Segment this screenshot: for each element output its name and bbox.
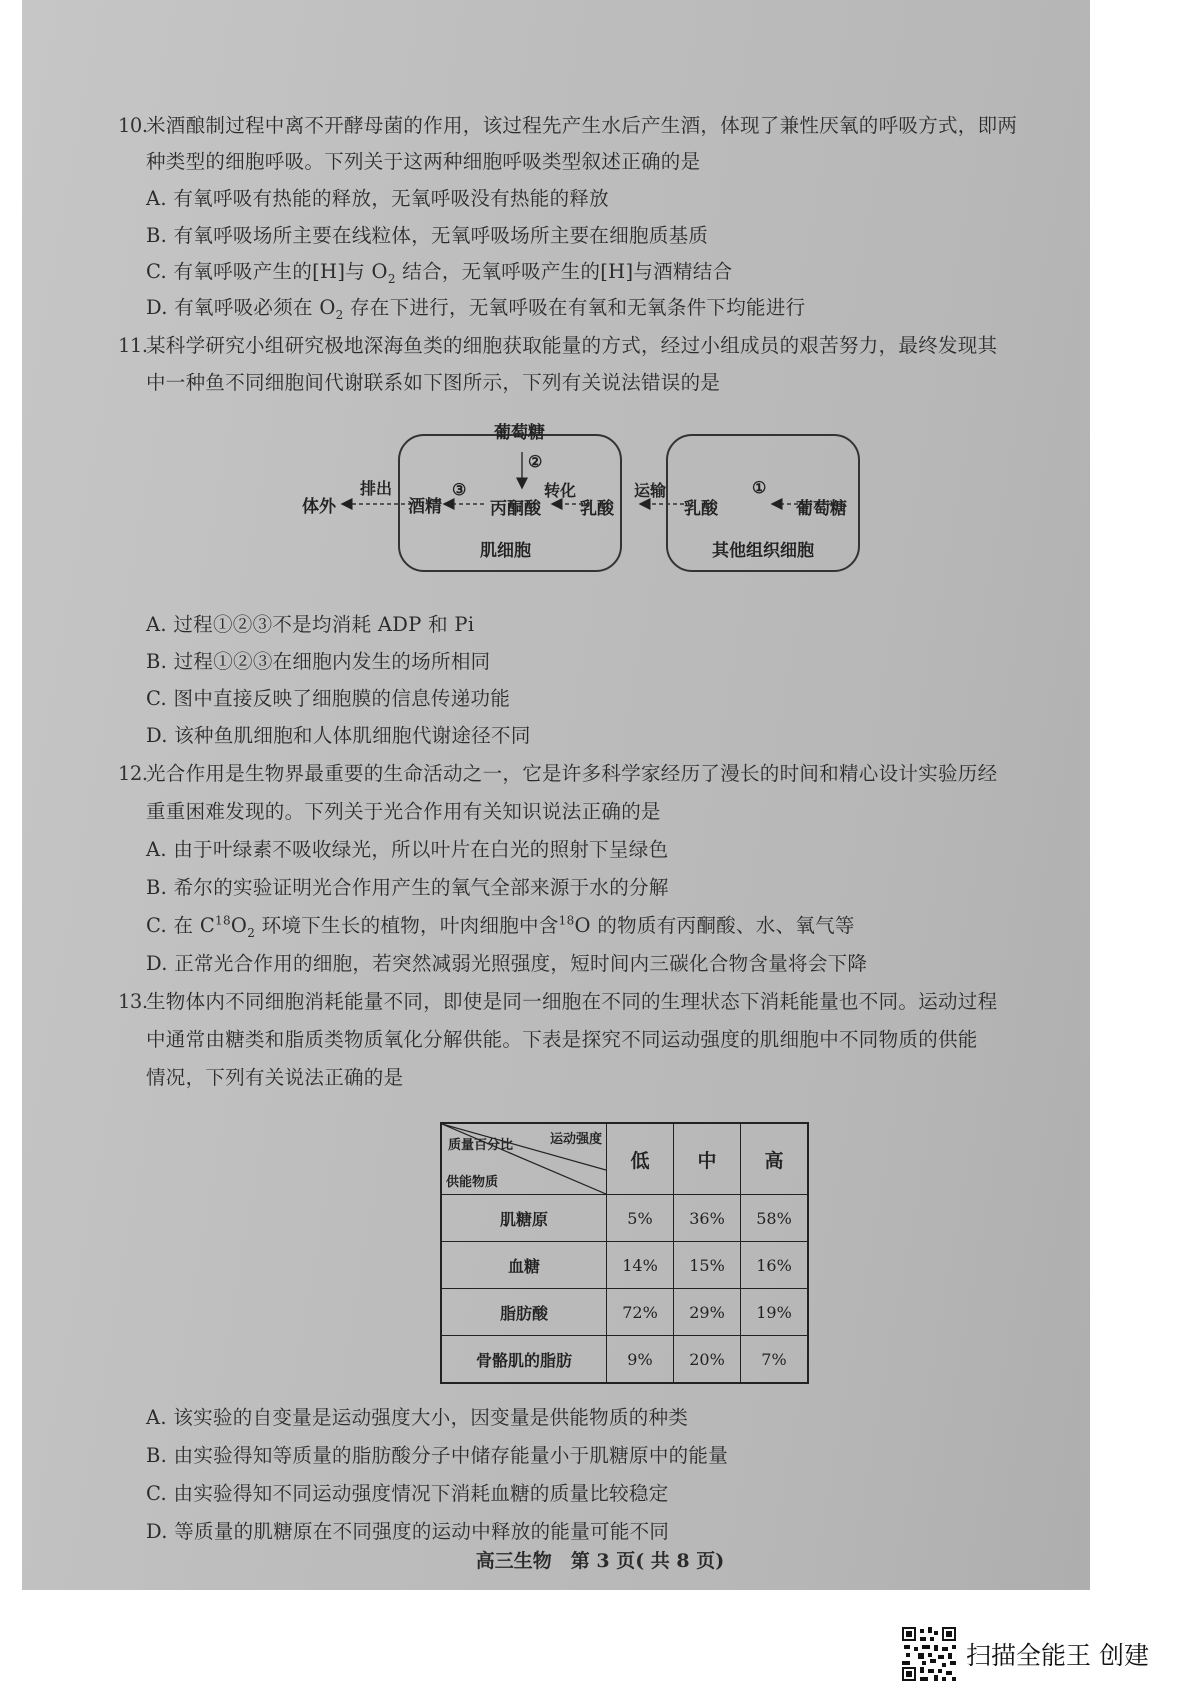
q10-stem-line2: 种类型的细胞呼吸。下列关于这两种细胞呼吸类型叙述正确的是	[146, 150, 701, 173]
table-row	[441, 1336, 808, 1384]
step-2-label: ②	[528, 452, 543, 471]
row-header: 血糖	[441, 1242, 607, 1289]
row-header: 骨骼肌的脂肪	[441, 1336, 607, 1384]
convert-label: 转化	[544, 481, 577, 500]
q13-option-a: A. 该实验的自变量是运动强度大小，因变量是供能物质的种类	[146, 1406, 689, 1429]
q12-option-b: B. 希尔的实验证明光合作用产生的氧气全部来源于水的分解	[146, 876, 669, 899]
alcohol-label: 酒精	[408, 497, 442, 517]
q13-number: 13.	[118, 990, 148, 1013]
q12-option-a: A. 由于叶绿素不吸收绿光，所以叶片在白光的照射下呈绿色	[146, 838, 669, 861]
scanner-watermark	[902, 1625, 1149, 1683]
glucose-muscle-label: 葡萄糖	[494, 423, 545, 443]
q12-option-c: C. 在 $C^{18}O_2$ 环境下生长的植物，叶肉细胞中含$^{18}$O 的物质有丙酮酸、水、氧气等	[146, 913, 855, 940]
table-cell: 15%	[674, 1242, 741, 1289]
table-row	[441, 1242, 808, 1289]
q11-stem-line2: 中一种鱼不同细胞间代谢联系如下图所示，下列有关说法错误的是	[146, 371, 721, 394]
column-header-low: 低	[607, 1123, 674, 1195]
corner-label-mass-percent: 质量百分比	[448, 1138, 514, 1153]
outside-body-label: 体外	[302, 497, 336, 517]
q13-stem-line3: 情况，下列有关说法正确的是	[146, 1066, 404, 1089]
step-3-label: ③	[452, 480, 467, 499]
page-footer: 高三生物 第 3 页( 共 8 页)	[475, 1550, 725, 1572]
q10-option-d: D. 有氧呼吸必须在 $O_2$ 存在下进行，无氧呼吸在有氧和无氧条件下均能进行	[146, 296, 806, 322]
table-cell: 16%	[741, 1242, 809, 1289]
table-cell: 9%	[607, 1336, 674, 1384]
table-row	[441, 1195, 808, 1242]
q10-option-a: A. 有氧呼吸有热能的释放，无氧呼吸没有热能的释放	[146, 187, 609, 210]
row-header: 脂肪酸	[441, 1289, 607, 1336]
other-tissue-cell-label: 其他组织细胞	[712, 541, 814, 561]
table-cell: 19%	[741, 1289, 809, 1336]
transport-label: 运输	[634, 481, 667, 500]
q11-option-b: B. 过程①②③在细胞内发生的场所相同	[146, 650, 491, 673]
table-cell: 5%	[607, 1195, 674, 1242]
q10-option-c: C. 有氧呼吸产生的[H]与 $O_2$ 结合，无氧呼吸产生的[H]与酒精结合	[146, 260, 733, 286]
q13-stem-line2: 中通常由糖类和脂质类物质氧化分解供能。下表是探究不同运动强度的肌细胞中不同物质的供能	[146, 1028, 978, 1051]
q11-option-c: C. 图中直接反映了细胞膜的信息传递功能	[146, 687, 511, 710]
lactate-muscle-label: 乳酸	[580, 499, 614, 519]
corner-label-substance: 供能物质	[446, 1175, 499, 1190]
table-cell: 7%	[741, 1336, 809, 1384]
q12-stem-line1: 12.光合作用是生物界最重要的生命活动之一，它是许多科学家经历了漫长的时间和精心设计实验历经	[118, 762, 998, 785]
q13-option-d: D. 等质量的肌糖原在不同强度的运动中释放的能量可能不同	[146, 1520, 670, 1543]
qr-code-icon	[902, 1627, 956, 1681]
step-1-label: ①	[752, 478, 767, 497]
glucose-other-label: 葡萄糖	[796, 499, 847, 519]
muscle-cell-label: 肌细胞	[480, 541, 531, 561]
table-header-row	[441, 1123, 808, 1195]
energy-supply-table	[440, 1122, 809, 1384]
scanner-caption: 扫描全能王 创建	[966, 1641, 1149, 1670]
table-cell: 20%	[674, 1336, 741, 1384]
q12-stem-line2: 重重困难发现的。下列关于光合作用有关知识说法正确的是	[146, 800, 661, 823]
q12-number: 12.	[118, 762, 148, 785]
q11-number: 11.	[118, 334, 148, 357]
table-cell: 29%	[674, 1289, 741, 1336]
table-cell: 14%	[607, 1242, 674, 1289]
q12-option-d: D. 正常光合作用的细胞，若突然减弱光照强度，短时间内三碳化合物含量将会下降	[146, 952, 868, 975]
corner-label-intensity: 运动强度	[549, 1132, 602, 1147]
table-corner-cell	[441, 1123, 607, 1195]
table-cell: 36%	[674, 1195, 741, 1242]
table-row	[441, 1289, 808, 1336]
row-header: 肌糖原	[441, 1195, 607, 1242]
q11-option-d: D. 该种鱼肌细胞和人体肌细胞代谢途径不同	[146, 724, 531, 747]
column-header-high: 高	[741, 1123, 809, 1195]
q11-stem-line1: 11.某科学研究小组研究极地深海鱼类的细胞获取能量的方式，经过小组成员的艰苦努力，最终发现其	[118, 334, 998, 357]
column-header-medium: 中	[674, 1123, 741, 1195]
pyruvate-label: 丙酮酸	[490, 499, 541, 519]
q13-stem-line1: 13.生物体内不同细胞消耗能量不同，即使是同一细胞在不同的生理状态下消耗能量也不同。运动过程	[118, 990, 998, 1013]
q10-stem-line1: 10.米酒酿制过程中离不开酵母菌的作用，该过程先产生水后产生酒，体现了兼性厌氧的呼吸方式，即两	[118, 114, 1018, 137]
q11-option-a: A. 过程①②③不是均消耗 ADP 和 Pi	[146, 613, 475, 636]
q13-option-b: B. 由实验得知等质量的脂肪酸分子中储存能量小于肌糖原中的能量	[146, 1444, 729, 1467]
table-cell: 72%	[607, 1289, 674, 1336]
table-cell: 58%	[741, 1195, 809, 1242]
metabolism-diagram	[300, 423, 940, 586]
lactate-other-label: 乳酸	[684, 499, 718, 519]
q13-option-c: C. 由实验得知不同运动强度情况下消耗血糖的质量比较稳定	[146, 1482, 669, 1505]
q10-number: 10.	[118, 114, 148, 137]
excrete-label: 排出	[360, 479, 393, 498]
q10-option-b: B. 有氧呼吸场所主要在线粒体，无氧呼吸场所主要在细胞质基质	[146, 224, 709, 247]
